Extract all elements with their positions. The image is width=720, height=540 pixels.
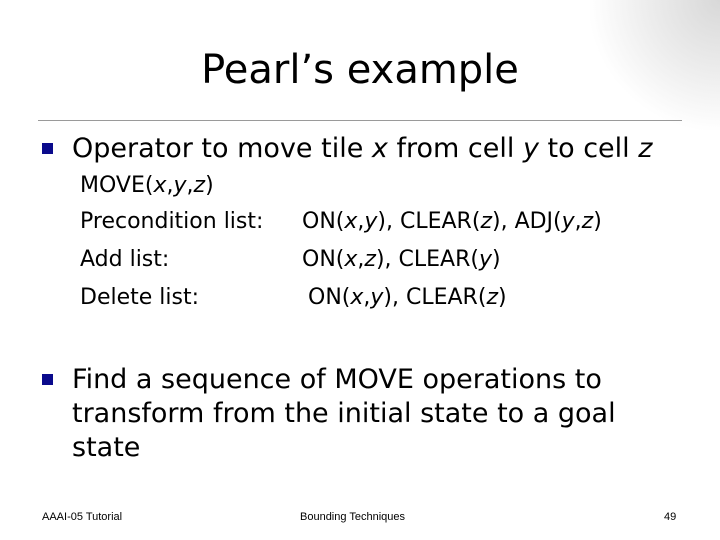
delete-list: ON(x,y), CLEAR(z) [308,285,507,310]
bullet-square-icon [42,374,53,385]
page-number: 49 [664,511,677,523]
precondition-list: ON(x,y), CLEAR(z), ADJ(y,z) [302,209,602,234]
add-list-label: Add list: [80,247,170,272]
bullet-square-icon [42,143,53,154]
delete-list-label: Delete list: [80,285,200,310]
footer-center: Bounding Techniques [300,511,405,523]
title-divider [38,120,682,121]
precondition-label: Precondition list: [80,209,264,234]
move-signature: MOVE(x,y,z) [80,173,214,198]
add-list: ON(x,z), CLEAR(y) [302,247,501,272]
bullet-operator-text: Operator to move tile x from cell y to cell z [72,133,653,164]
bullet-find-sequence-text: Find a sequence of MOVE operations to transform from the initial state to a goal state [72,364,616,463]
footer-left: AAAI-05 Tutorial [42,511,123,523]
slide-title: Pearl’s example [201,47,519,93]
